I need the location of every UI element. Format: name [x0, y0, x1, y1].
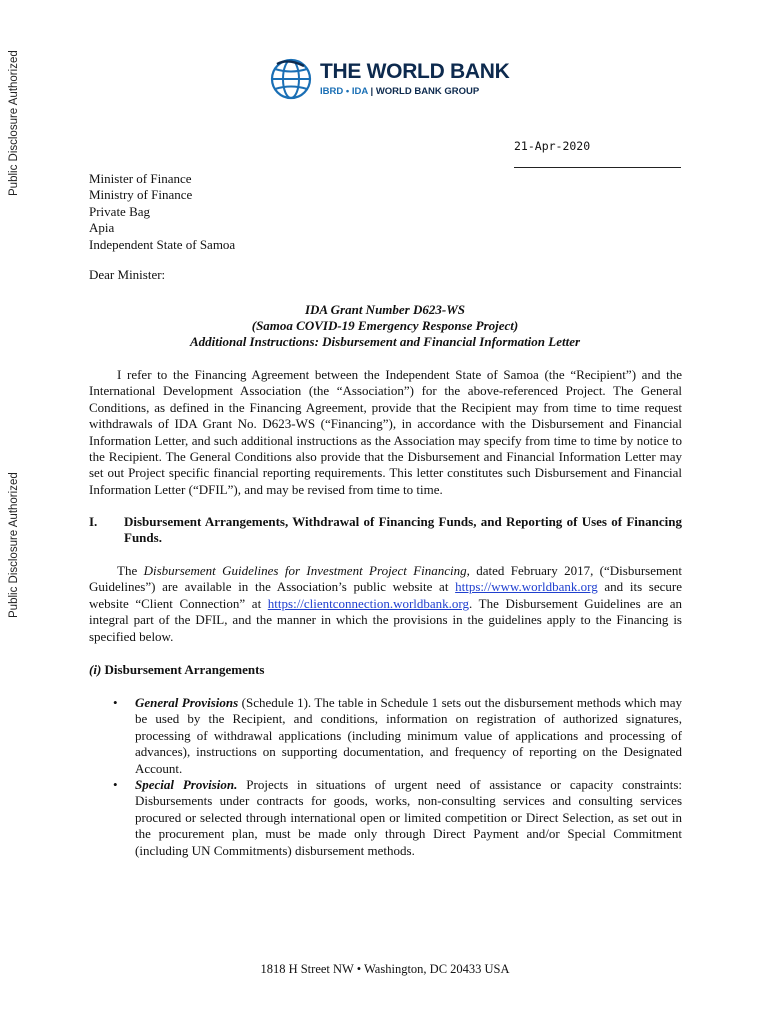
bullet-icon: •	[113, 695, 118, 710]
disclosure-label-top: Public Disclosure Authorized	[8, 50, 20, 196]
globe-icon	[268, 56, 314, 102]
subject-line: IDA Grant Number D623-WS	[304, 302, 465, 317]
bullet-lead: General Provisions	[135, 695, 239, 710]
subject-line: (Samoa COVID-19 Emergency Response Project)	[251, 318, 519, 334]
worldbank-link[interactable]: https://www.worldbank.org	[455, 579, 598, 595]
bullet-list	[89, 695, 682, 859]
logo-ibrd: IBRD	[320, 86, 344, 97]
bullet-icon: •	[113, 777, 118, 793]
logo-subtitle	[320, 86, 509, 97]
letter-subject	[89, 302, 681, 351]
bullet-lead: Special Provision.	[135, 777, 238, 793]
para2-text: and its secure website “Client Connection” at	[89, 579, 682, 611]
address-line: Apia	[89, 220, 115, 236]
subsection-title: Disbursement Arrangements	[101, 662, 265, 677]
subsection-heading	[89, 662, 265, 678]
subsection-label: (i)	[89, 662, 102, 677]
list-item	[89, 695, 682, 777]
guidelines-title: Disbursement Guidelines for Investment Project Financing,	[143, 563, 470, 578]
section-heading	[89, 514, 682, 547]
logo-title: THE WORLD BANK	[320, 60, 510, 83]
client-connection-link[interactable]: https://clientconnection.worldbank.org	[267, 595, 470, 611]
bullet-text: Projects in situations of urgent need of assistance or capacity constraints: Disbursements under contracts for goods, works, non-consulting services and consulting services procured or selected through international open or limited competition or Direct Selection, as set out in the procurement plan, must be made only through Direct Payment and/or Special Commitment (including UN Commitments) disbursement methods.	[135, 777, 682, 858]
section-number: I.	[89, 514, 98, 529]
intro-paragraph: I refer to the Financing Agreement between the Independent State of Samoa (the “Recipient”) and the International Development Association (the “Association”) for the above-referenced Project. The General Conditions, as defined in the Financing Agreement, provide that the Recipient may from time to time request withdrawals of IDA Grant No. D623-WS (“Financing”), in accordance with the Disbursement and Financial Information Letter, and such additional instructions as the Association may specify from time to time by notice to the Recipient. The General Conditions also provide that the Disbursement and Financial Information Letter may set out Project specific financial reporting requirements. This letter constitutes such Disbursement and Financial Information Letter (“DFIL”), and may be revised from time to time.	[89, 367, 682, 497]
recipient-address	[89, 171, 235, 253]
address-line: Minister of Finance	[89, 171, 192, 186]
guidelines-paragraph	[89, 563, 682, 645]
para2-text: . The Disbursement Guidelines are an integral part of the DFIL, and the manner in which the provisions in the guidelines apply to the Financing is specified below.	[89, 595, 682, 644]
section-title: Disbursement Arrangements, Withdrawal of Financing Funds, and Reporting of Uses of Financing Funds.	[124, 514, 682, 546]
list-item	[89, 777, 682, 859]
logo-dot: •	[345, 86, 350, 97]
disclosure-label-middle: Public Disclosure Authorized	[8, 472, 20, 618]
footer-address: 1818 H Street NW • Washington, DC 20433 USA	[260, 962, 510, 976]
logo-group: WORLD BANK GROUP	[375, 86, 480, 97]
date-underline	[514, 167, 681, 168]
letter-date: 21-Apr-2020	[514, 139, 591, 153]
world-bank-logo	[268, 56, 509, 102]
salutation: Dear Minister:	[89, 267, 166, 282]
bullet-text: (Schedule 1). The table in Schedule 1 sets out the disbursement methods which may be used by the Recipient, and conditions, information on registration of authorized signatures, processing of withdrawal applications (including minimum value of applications and processing of advances), instructions on supporting documentation, and frequency of reporting on the Designated Account.	[135, 695, 682, 776]
para2-text: The	[117, 563, 144, 578]
logo-bar: |	[370, 86, 374, 97]
para2-text: dated February 2017, (“Disbursement Guidelines”) are available in the Association’s public website at	[89, 563, 682, 595]
logo-ida: IDA	[351, 86, 368, 97]
address-line: Ministry of Finance	[89, 187, 193, 203]
address-line: Independent State of Samoa	[89, 236, 236, 252]
subject-line: Additional Instructions: Disbursement and Financial Information Letter	[189, 334, 581, 350]
address-line: Private Bag	[89, 203, 151, 219]
